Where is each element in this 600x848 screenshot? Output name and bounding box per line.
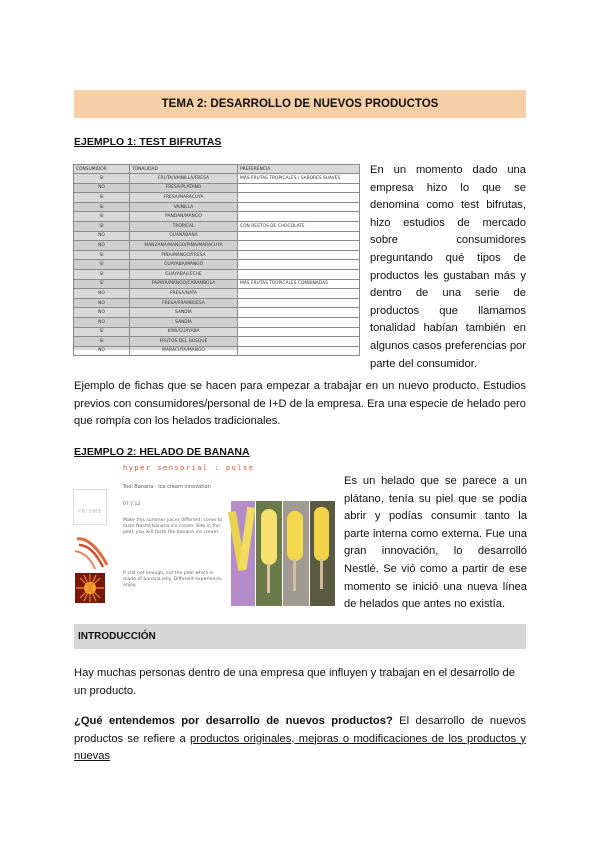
table-row (74, 269, 360, 279)
intro-paragraph: Hay muchas personas dentro de una empresa que influyen y trabajan en el desarrollo de un producto. (74, 667, 515, 697)
table-cell (238, 298, 360, 308)
image-date: 07.7.12 (123, 502, 141, 507)
table-cell: SI (74, 269, 130, 279)
table-row (74, 298, 360, 308)
intro-question: ¿Qué entendemos por desarrollo de nuevos productos? (74, 715, 393, 727)
image-subtitle: Tool Banana - Ice cream innovation (123, 484, 211, 490)
example2-side-text: Es un helado que se parece a un plátano, tenía su piel que se podía abrir y podías consumir tanto la parte interna como externa. Fue una gran innovación, lo desarrolló Nestlé. Se vió como a partir de ese momento se inició una nueva línea de helados que antes no existía. (344, 475, 527, 611)
table-cell (238, 250, 360, 260)
table-cell: FRESA/NATA (130, 289, 238, 299)
table-cell: FRESA/FRAMBUESA (130, 298, 238, 308)
table-cell: NO (74, 289, 130, 299)
table-cell: TROPICAL (130, 221, 238, 231)
intro-question-text: El desarrollo de nuevos productos se refiere a (74, 715, 526, 745)
table-cell: SI (74, 279, 130, 289)
intro-section-header: INTRODUCCIÓN (74, 624, 526, 649)
table-cell: NO (74, 317, 130, 327)
table-cell: PIÑA/MANGO/FRESA (130, 250, 238, 260)
banana-ice-cream-image (73, 461, 335, 609)
table-row (74, 289, 360, 299)
table-row (74, 202, 360, 212)
table-cell (238, 212, 360, 222)
table-cell: FRESA/MARACUYÁ (130, 193, 238, 203)
sun-burst-icon (75, 573, 105, 603)
table-cell (238, 241, 360, 251)
table-cell: PAPAYA/MANGO/CARAMBOLA (130, 279, 238, 289)
table-cell (238, 260, 360, 270)
table-header: TONALIDAD (130, 165, 238, 174)
table-row (74, 337, 360, 347)
table-cell: MÁS FRUTAS TROPICALES / SABORES SUAVES (238, 174, 360, 184)
table-cell: SANDÍA (130, 308, 238, 318)
test-bifrutas-table-image (73, 164, 360, 354)
table-cell: GUANÁBANA (130, 231, 238, 241)
table-cell (238, 183, 360, 193)
table-row (74, 327, 360, 337)
table-cell: SI (74, 260, 130, 270)
table-cell: FRUTA/VAINILLA/FRESA (130, 174, 238, 184)
table-cell: PANDAN/MANGO (130, 212, 238, 222)
table-cell: NO (74, 308, 130, 318)
table-row (74, 250, 360, 260)
example1-heading: EJEMPLO 1: TEST BIFRUTAS (74, 136, 222, 148)
table-cell (238, 289, 360, 299)
table-cell: FRUTOS DEL BOSQUE (130, 337, 238, 347)
example1-caption: Ejemplo de fichas que se hacen para empezar a trabajar en un nuevo producto. Estudios previos con consumidores/personal de I+D de la empresa. Era una especie de helado pero que rompía con los helados tradicionales. (74, 380, 526, 428)
intro-question-paragraph (74, 713, 526, 766)
table-cell: VAINILLA (130, 202, 238, 212)
table-row (74, 231, 360, 241)
table-cell: NO (74, 241, 130, 251)
table-row (74, 241, 360, 251)
table-cell: CON RESTOS DE CHOCOLATE (238, 221, 360, 231)
table-cell: NO (74, 231, 130, 241)
page-title: TEMA 2: DESARROLLO DE NUEVOS PRODUCTOS (74, 90, 526, 118)
table-row (74, 308, 360, 318)
table-cell: SANDÍA (130, 317, 238, 327)
table-cell: NO (74, 183, 130, 193)
table-cell: FRESA/PLÁTANO (130, 183, 238, 193)
table-cell: NO (74, 298, 130, 308)
table-row (74, 212, 360, 222)
table-row (74, 346, 360, 356)
example1-side-text: En un momento dado una empresa hizo lo que se denomina como test bifrutas, hizo estudios de mercado sobre consumidores preguntando qué tipos de productos les gustaban más y dentro de una serie de productos que llamamos tonalidad habían también en algunos casos preferencias por parte del consumidor. (370, 164, 526, 370)
table-cell: SI (74, 250, 130, 260)
table-cell (238, 269, 360, 279)
table-cell: SI (74, 327, 130, 337)
banana-peel-icon (73, 531, 113, 571)
table-cell (238, 308, 360, 318)
brand-logo (73, 489, 107, 525)
image-text: If still not enough, cut the peel which is made of banana jelly. Different experience, enjoy. (123, 571, 223, 589)
table-row (74, 174, 360, 184)
ice-cream-photos (231, 501, 335, 606)
table-cell (238, 193, 360, 203)
test-bifrutas-table (73, 164, 360, 356)
table-row (74, 193, 360, 203)
table-cell: KIWI/GUAYABA (130, 327, 238, 337)
table-cell: GUAYABA/MANGO (130, 260, 238, 270)
table-row (74, 221, 360, 231)
image-title: hyper sensorial : pulse (123, 464, 255, 472)
table-cell: SI (74, 221, 130, 231)
table-cell (238, 327, 360, 337)
table-cell: NO (74, 346, 130, 356)
table-cell (238, 337, 360, 347)
table-cell (238, 346, 360, 356)
table-cell: SI (74, 193, 130, 203)
table-cell (238, 231, 360, 241)
table-cell: MANZANA/MANGO/PIÑA/MARACUYA (130, 241, 238, 251)
table-cell: SI (74, 202, 130, 212)
table-header: CONSUMIDOR (74, 165, 130, 174)
table-cell: GUAYABA/LECHE (130, 269, 238, 279)
table-header: PREFERENCIA (238, 165, 360, 174)
table-row (74, 183, 360, 193)
table-row (74, 260, 360, 270)
table-cell: MARACUYA/MANGO (130, 346, 238, 356)
table-cell: MÁS FRUTAS TROPICALES COMBINADAS (238, 279, 360, 289)
example2-heading: EJEMPLO 2: HELADO DE BANANA (74, 446, 250, 458)
table-cell (238, 202, 360, 212)
table-row (74, 317, 360, 327)
table-cell: SI (74, 212, 130, 222)
intro-underlined-text: productos originales, mejoras o modificaciones de los productos y nuevas (74, 732, 526, 763)
table-cell (238, 317, 360, 327)
table-cell: SI (74, 174, 130, 184)
table-cell: SI (74, 337, 130, 347)
table-row (74, 279, 360, 289)
image-text: Make this summer juicer different, come to taste Nestlé banana ice cream. Bite in the peel, you will taste the banana ice cream. (123, 518, 223, 536)
brand-logo-text: PRISME (77, 509, 103, 515)
